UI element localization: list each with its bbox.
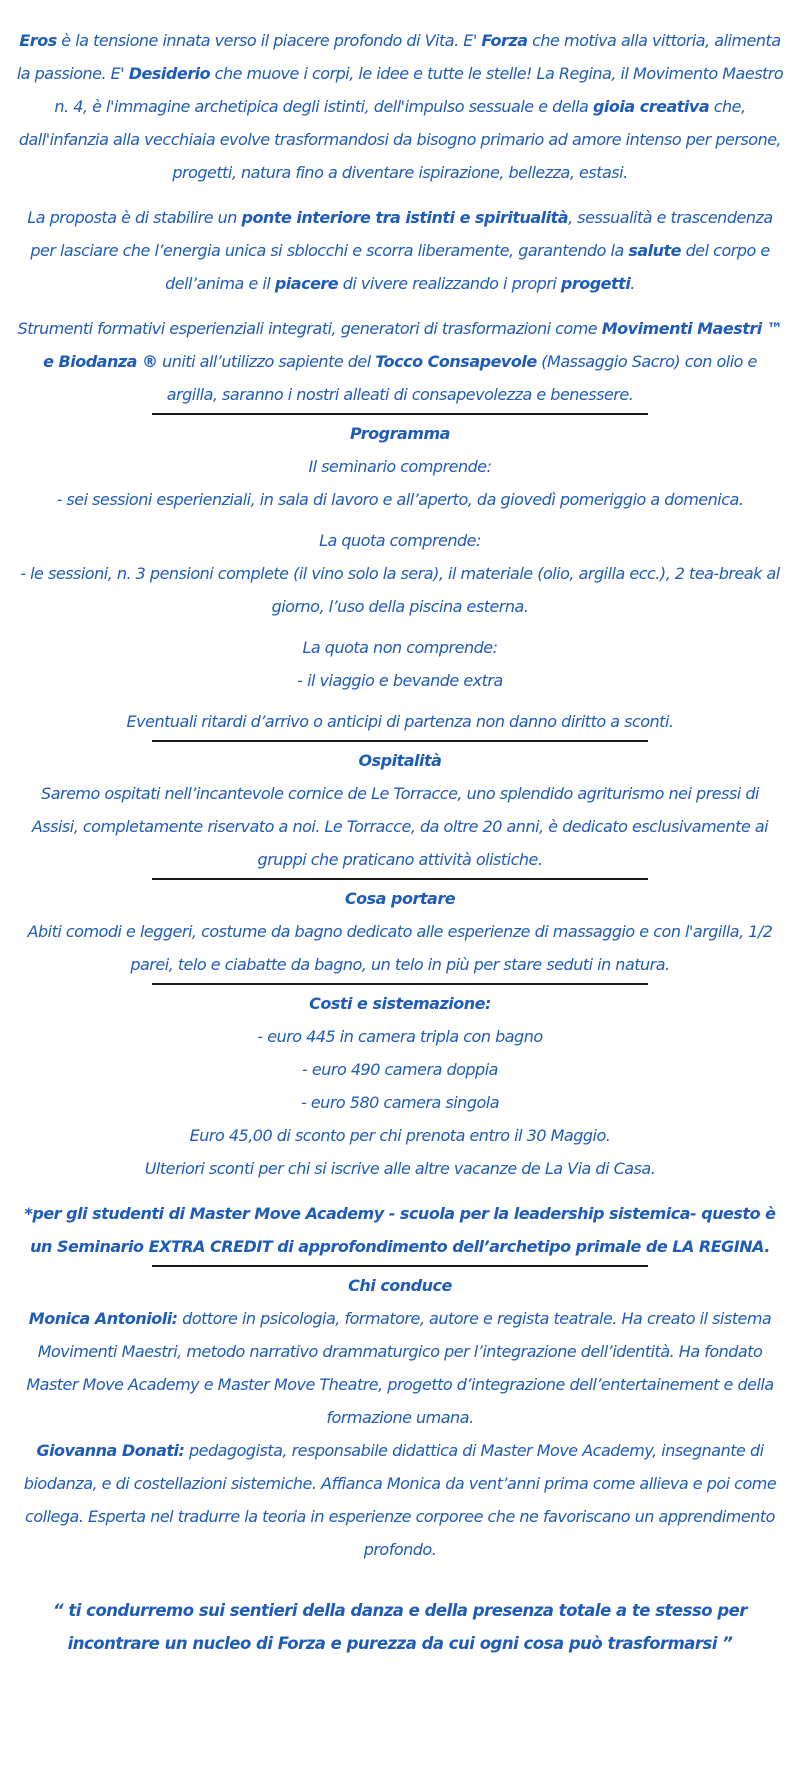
costi-item: Ulteriori sconti per chi si iscrive alle altre vacanze de La Via di Casa. (144, 1159, 656, 1178)
costi-item: Euro 45,00 di sconto per chi prenota entro il 30 Maggio. (189, 1126, 611, 1145)
body-text: (Massaggio Sacro) con olio e argilla, saranno i nostri alleati di consapevolezza e benessere. (166, 352, 757, 404)
monica-bio (16, 1302, 784, 1434)
costi-item: - euro 490 camera doppia (302, 1060, 498, 1079)
quota-non-label: La quota non comprende: (302, 638, 498, 657)
programma-note: Eventuali ritardi d’arrivo o anticipi di partenza non danno diritto a sconti. (126, 712, 674, 731)
body-text: . (630, 274, 635, 293)
section-divider (152, 983, 648, 985)
emphasis-text: progetti (560, 274, 631, 293)
section-divider (152, 878, 648, 880)
giovanna-name: Giovanna Donati: (36, 1441, 185, 1460)
ospitalita-text: Saremo ospitati nell’incantevole cornice de Le Torracce, uno splendido agriturismo nei pressi di Assisi, completamente riservato a noi. Le Torracce, da oltre 20 anni, è dedicato esclusivamente ai gruppi che praticano attività olistiche. (31, 784, 769, 869)
seminar-text: - sei sessioni esperienziali, in sala di lavoro e all’aperto, da giovedì pomeriggio a domenica. (56, 490, 744, 509)
closing-quote: “ ti condurremo sui sentieri della danza e della presenza totale a te stesso per incontrare un nucleo di Forza e purezza da cui ogni cosa può trasformarsi ” (53, 1601, 747, 1653)
body-text: di vivere realizzando i propri (338, 274, 561, 293)
giovanna-text: pedagogista, responsabile didattica di Master Move Academy, insegnante di biodanza, e di costellazioni sistemiche. Affianca Monica da vent’anni prima come allieva e poi come collega. Esperta nel tradurre la teoria in esperienze corporee che ne favoriscano un apprendimento profondo. (23, 1441, 777, 1559)
intro-paragraph-2 (16, 201, 784, 300)
body-text: uniti all’utilizzo sapiente del (157, 352, 376, 371)
monica-text: dottore in psicologia, formatore, autore e regista teatrale. Ha creato il sistema Movimenti Maestri, metodo narrativo drammaturgico per l’integrazione dell’identità. Ha fondato Master Move Academy e Master Move Theatre, progetto d’integrazione dell’entertainement e della formazione umana. (26, 1309, 774, 1427)
quota-non-text: - il viaggio e bevande extra (297, 671, 503, 690)
monica-name: Monica Antonioli: (28, 1309, 178, 1328)
emphasis-text: Tocco Consapevole (375, 352, 537, 371)
quota-text: - le sessioni, n. 3 pensioni complete (il vino solo la sera), il materiale (olio, argilla ecc.), 2 tea-break al giorno, l’uso della piscina esterna. (20, 564, 780, 616)
emphasis-text: Forza (481, 31, 528, 50)
emphasis-text: gioia creativa (592, 97, 710, 116)
emphasis-text: Movimenti Maestri ™ e Biodanza ® (43, 319, 783, 371)
body-text: La proposta è di stabilire un (27, 208, 242, 227)
section-divider (152, 1265, 648, 1267)
emphasis-text: salute (628, 241, 682, 260)
intro-paragraph-3 (16, 312, 784, 411)
costi-item: - euro 445 in camera tripla con bagno (257, 1027, 543, 1046)
emphasis-text: piacere (274, 274, 339, 293)
body-text: Strumenti formativi esperienziali integrati, generatori di trasformazioni come (17, 319, 602, 338)
costi-heading: Costi e sistemazione: (309, 994, 491, 1013)
extra-credit-note: *per gli studenti di Master Move Academy - scuola per la leadership sistemica- questo è un Seminario EXTRA CREDIT di approfondimento dell’archetipo primale de LA REGINA. (24, 1204, 776, 1256)
cosa-portare-text: Abiti comodi e leggeri, costume da bagno dedicato alle esperienze di massaggio e con l'argilla, 1/2 parei, telo e ciabatte da bagno, un telo in più per stare seduti in natura. (27, 922, 773, 974)
seminar-label: Il seminario comprende: (308, 457, 492, 476)
body-text: che motiva alla vittoria, alimenta la passione. E' (16, 31, 781, 83)
body-text: è la tensione innata verso il piacere profondo di Vita. E' (56, 31, 482, 50)
programma-heading: Programma (350, 424, 450, 443)
chi-conduce-heading: Chi conduce (348, 1276, 452, 1295)
body-text: che muove i corpi, le idee e tutte le stelle! La Regina, il Movimento Maestro n. 4, è l'immagine archetipica degli istinti, dell'impulso sessuale e della (54, 64, 784, 116)
ospitalita-heading: Ospitalità (358, 751, 442, 770)
quota-label: La quota comprende: (319, 531, 481, 550)
body-text: del corpo e dell’anima e il (165, 241, 770, 293)
cosa-portare-heading: Cosa portare (344, 889, 456, 908)
body-text: , sessualità e trascendenza per lasciare che l’energia unica si sblocchi e scorra liberamente, garantendo la (30, 208, 773, 260)
section-divider (152, 413, 648, 415)
intro-paragraph-1 (16, 24, 784, 189)
costi-item: - euro 580 camera singola (300, 1093, 500, 1112)
emphasis-text: Eros (19, 31, 57, 50)
emphasis-text: ponte interiore tra istinti e spiritualità (241, 208, 569, 227)
body-text: che, dall'infanzia alla vecchiaia evolve trasformandosi da bisogno primario ad amore intenso per persone, progetti, natura fino a diventare ispirazione, bellezza, estasi. (18, 97, 782, 182)
emphasis-text: Desiderio (128, 64, 211, 83)
section-divider (152, 740, 648, 742)
giovanna-bio (16, 1434, 784, 1566)
